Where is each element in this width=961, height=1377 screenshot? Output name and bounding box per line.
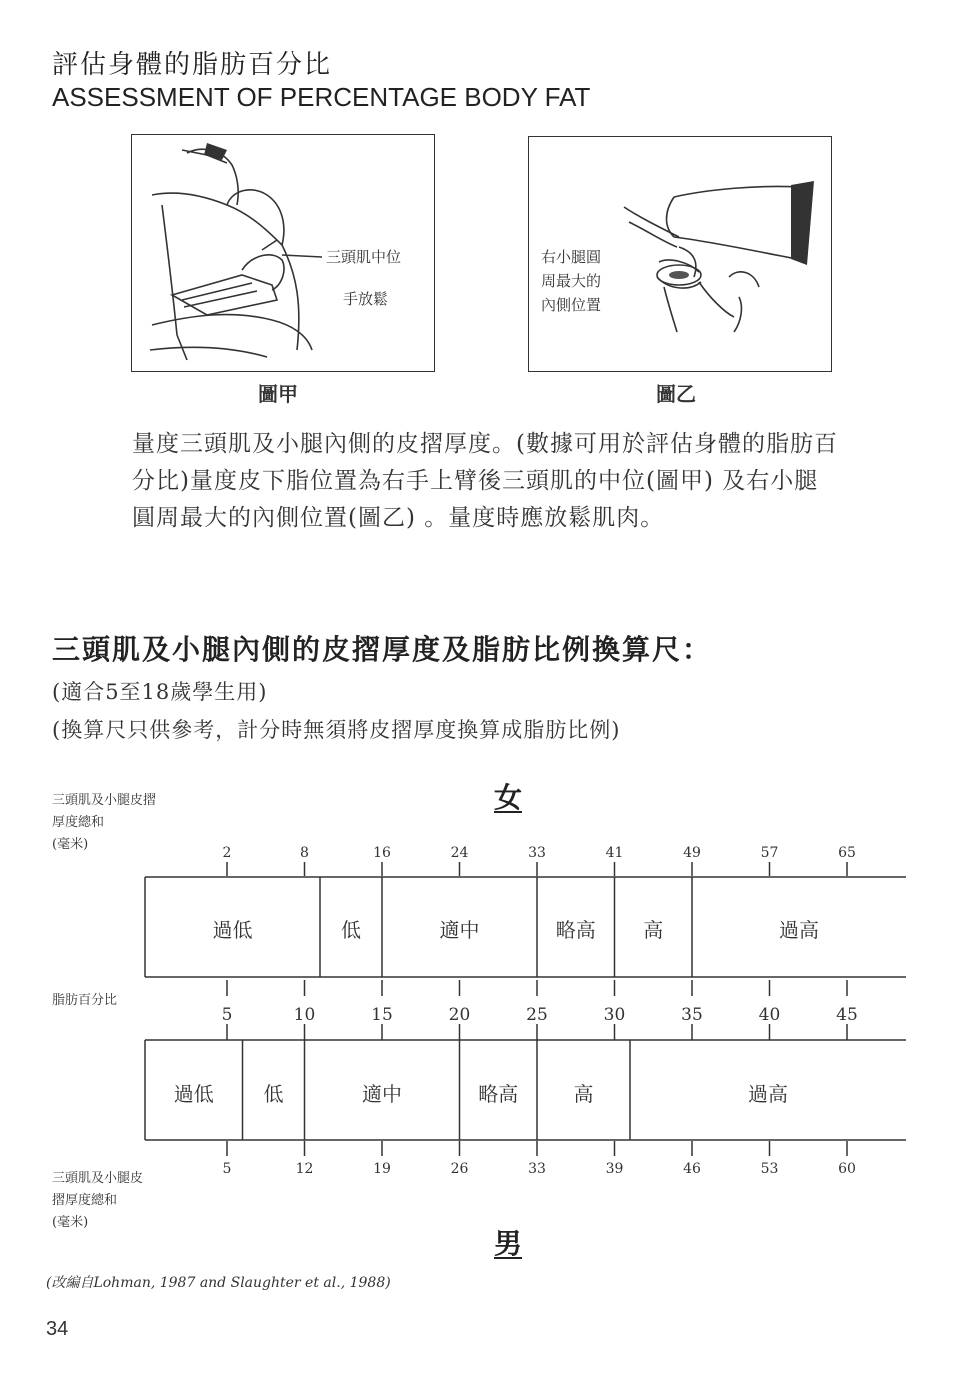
female-category-label: 略高	[555, 918, 596, 942]
female-category-label: 適中	[439, 918, 480, 942]
section-title: 三頭肌及小腿內側的皮摺厚度及脂肪比例換算尺：	[52, 633, 713, 666]
figure-b-callout-line3: 內側位置	[541, 296, 602, 314]
label-skinfold-female-line1: 三頭肌及小腿皮摺	[52, 793, 157, 808]
page-title-chinese: 評估身體的脂肪百分比	[52, 50, 333, 80]
female-skinfold-tick-label: 49	[683, 845, 701, 861]
fat-percent-tick-label: 20	[448, 1005, 471, 1025]
male-category-label: 高	[573, 1082, 594, 1106]
female-heading: 女	[494, 781, 523, 814]
male-category-label: 適中	[362, 1082, 402, 1106]
age-note: (適合5至18歲學生用)	[52, 680, 268, 704]
page-title-english: ASSESSMENT OF PERCENTAGE BODY FAT	[52, 82, 591, 112]
fat-percent-tick-label: 25	[526, 1005, 548, 1025]
label-skinfold-male-line1: 三頭肌及小腿皮	[52, 1171, 144, 1186]
male-skinfold-tick-label: 46	[683, 1161, 701, 1177]
female-skinfold-tick-label: 2	[222, 845, 232, 861]
male-category-label: 略高	[478, 1082, 519, 1106]
figure-a-callout-line2: 手放鬆	[343, 290, 389, 308]
female-skinfold-tick-label: 57	[760, 845, 779, 861]
female-category-label: 過高	[779, 918, 819, 942]
male-skinfold-tick-label: 53	[760, 1161, 779, 1177]
fat-percent-tick-label: 35	[681, 1005, 703, 1025]
male-category-label: 低	[263, 1082, 284, 1106]
figure-b-callout-line2: 周最大的	[541, 272, 602, 290]
male-skinfold-tick-label: 12	[295, 1161, 314, 1177]
male-heading: 男	[494, 1227, 523, 1260]
description-paragraph: 量度三頭肌及小腿內側的皮摺厚度。(數據可用於評估身體的脂肪百分比)量度皮下脂位置為右手上臂後三頭肌的中位(圖甲) 及右小腿圓周最大的內側位置(圖乙) 。量度時應放鬆肌肉。	[132, 431, 838, 531]
female-skinfold-tick-label: 41	[605, 845, 624, 861]
fat-percent-tick-label: 30	[603, 1005, 626, 1025]
male-skinfold-tick-label: 60	[838, 1161, 856, 1177]
fat-percent-tick-label: 10	[293, 1005, 316, 1025]
female-category-label: 高	[643, 918, 664, 942]
label-skinfold-male-line2: 摺厚度總和	[52, 1193, 118, 1208]
figure-a-caption: 圖甲	[258, 382, 298, 406]
source-citation: (改編自Lohman, 1987 and Slaughter et al., 1988)	[46, 1275, 391, 1291]
male-skinfold-tick-label: 26	[450, 1161, 469, 1177]
figure-b-caption: 圖乙	[656, 382, 696, 406]
figure-a-callout-line1: 三頭肌中位	[326, 248, 402, 266]
reference-note: (換算尺只供參考，計分時無須將皮摺厚度換算成脂肪比例)	[52, 718, 621, 742]
male-category-label: 過低	[173, 1082, 214, 1106]
male-skinfold-tick-label: 39	[605, 1161, 624, 1177]
female-category-label: 過低	[212, 918, 253, 942]
fat-percent-tick-label: 45	[836, 1005, 858, 1025]
female-skinfold-tick-label: 33	[528, 845, 546, 861]
label-fat-percent: 脂肪百分比	[52, 993, 118, 1008]
figure-b-callout-line1: 右小腿圓	[541, 248, 602, 266]
female-skinfold-tick-label: 8	[300, 845, 309, 861]
female-skinfold-tick-label: 16	[373, 845, 391, 861]
label-skinfold-female-line2: 厚度總和	[52, 815, 105, 830]
male-category-label: 過高	[748, 1082, 788, 1106]
female-skinfold-tick-label: 65	[838, 845, 856, 861]
fat-percent-tick-label: 5	[221, 1005, 233, 1025]
male-skinfold-tick-label: 19	[373, 1161, 391, 1177]
male-skinfold-tick-label: 33	[528, 1161, 546, 1177]
fat-percent-tick-label: 40	[758, 1005, 781, 1025]
label-skinfold-male-line3: (毫米)	[52, 1215, 89, 1230]
female-skinfold-tick-label: 24	[450, 845, 469, 861]
fat-percent-tick-label: 15	[371, 1005, 393, 1025]
male-skinfold-tick-label: 5	[222, 1161, 232, 1177]
female-category-label: 低	[341, 918, 361, 942]
page-number: 34	[46, 1318, 69, 1340]
label-skinfold-female-line3: (毫米)	[52, 837, 89, 852]
